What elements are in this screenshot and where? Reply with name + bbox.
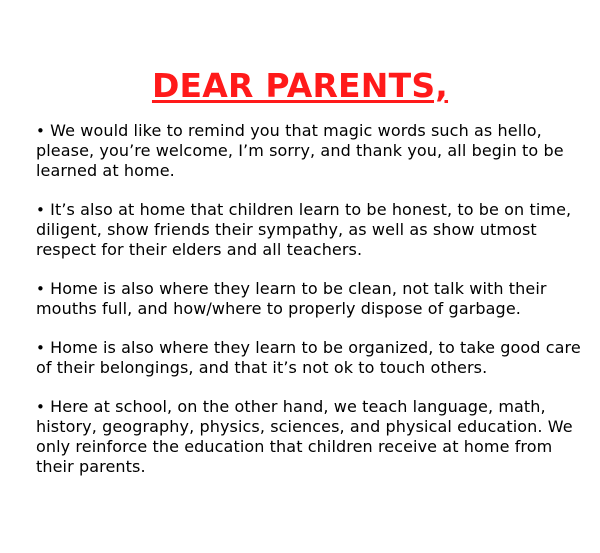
paragraph-text: We would like to remind you that magic words such as hello, please, you’re welcome, I’m sorry, and thank you, all begin to be learned at home. [36,121,564,180]
paragraph-text: Home is also where they learn to be clean, not talk with their mouths full, and how/where to properly dispose of garbage. [36,279,547,318]
bullet-icon: • [36,398,45,416]
bullet-icon: • [36,339,45,357]
paragraph-text: Here at school, on the other hand, we teach language, math, history, geography, physics, sciences, and physical education. We only reinforce the education that children receive at home from their parents. [36,397,573,476]
bullet-icon: • [36,122,45,140]
paragraph-2 [36,200,581,260]
page-title: DEAR PARENTS, [151,66,449,105]
bullet-icon: • [36,280,45,298]
paragraph-4 [36,338,581,378]
paragraph-5 [36,397,581,477]
letter-body [36,121,581,496]
paragraph-text: It’s also at home that children learn to be honest, to be on time, diligent, show friends their sympathy, as well as show utmost respect for their elders and all teachers. [36,200,572,259]
paragraph-text: Home is also where they learn to be organized, to take good care of their belongings, and that it’s not ok to touch others. [36,338,581,377]
paragraph-3 [36,279,581,319]
bullet-icon: • [36,201,45,219]
paragraph-1 [36,121,581,181]
